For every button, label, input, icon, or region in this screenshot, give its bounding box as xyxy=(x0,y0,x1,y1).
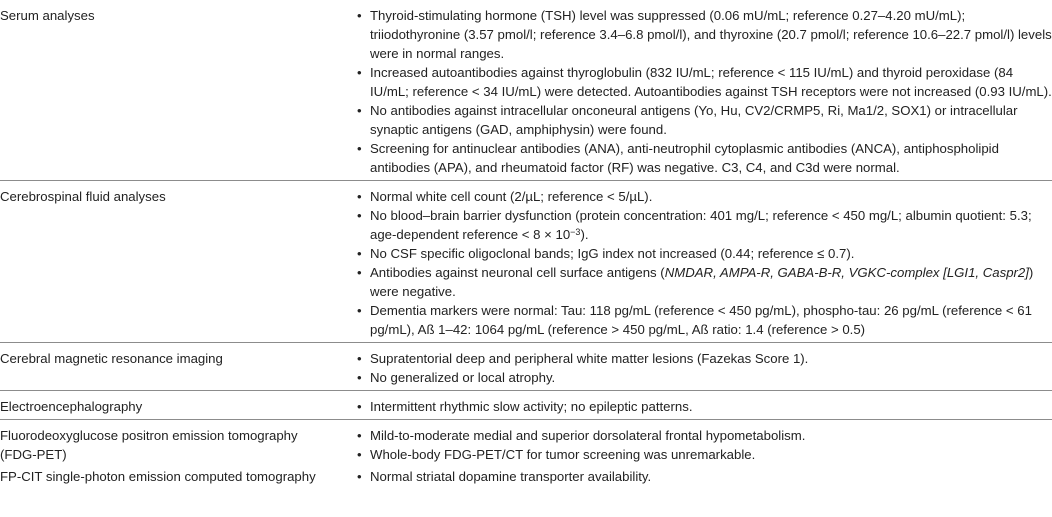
finding-item: • Normal striatal dopamine transporter availability. xyxy=(356,467,1052,486)
table-row-mri xyxy=(0,343,1052,391)
table-row-serum xyxy=(0,0,1052,181)
row-findings xyxy=(356,420,1052,468)
finding-text: ). xyxy=(580,227,589,242)
finding-item: • No antibodies against intracellular onconeural antigens (Yo, Hu, CV2/CRMP5, Ri, Ma1/2, SOX1) or intracellular synaptic antigens (GAD, amphiphysin) were found. xyxy=(356,101,1052,139)
finding-item: • Dementia markers were normal: Tau: 118 pg/mL (reference < 450 pg/mL), phospho-tau: 26 pg/mL (reference < 61 pg/mL), Aß 1–42: 1064 pg/mL (reference > 450 pg/mL, Aß ratio: 1.4 (reference > 0.5) xyxy=(356,301,1052,339)
row-label: Cerebral magnetic resonance imaging xyxy=(0,351,223,366)
table-row-eeg xyxy=(0,391,1052,420)
finding-item xyxy=(356,206,1052,244)
finding-item: • No generalized or local atrophy. xyxy=(356,368,1052,387)
finding-item: • Whole-body FDG-PET/CT for tumor screening was unremarkable. xyxy=(356,445,1052,464)
row-label-line: Fluorodeoxyglucose positron emission tomography xyxy=(0,428,298,443)
table-row-fdg-pet xyxy=(0,420,1052,468)
finding-item: • Normal white cell count (2/µL; reference < 5/µL). xyxy=(356,187,1052,206)
antigen-list: NMDAR, AMPA-R, GABA-B-R, VGKC-complex [LGI1, Caspr2] xyxy=(664,265,1029,280)
finding-text: No blood–brain barrier dysfunction (protein concentration: 401 mg/L; reference < 450 mg/L; albumin quotient: 5.3; age-dependent reference < 8 × 10 xyxy=(370,208,1032,242)
finding-text: Antibodies against neuronal cell surface antigens ( xyxy=(370,265,665,280)
row-label: FP-CIT single-photon emission computed tomography xyxy=(0,469,316,484)
finding-item: • Intermittent rhythmic slow activity; no epileptic patterns. xyxy=(356,397,1052,416)
row-label: Serum analyses xyxy=(0,8,95,23)
row-label: Electroencephalography xyxy=(0,399,143,414)
finding-item: • Screening for antinuclear antibodies (ANA), anti-neutrophil cytoplasmic antibodies (ANCA), antiphospholipid antibodies (APA), and rheumatoid factor (RF) was negative. C3, C4, and C3d were normal. xyxy=(356,139,1052,177)
table-row-fp-cit-spect xyxy=(0,467,1052,489)
table-row-csf xyxy=(0,181,1052,343)
finding-item: • Supratentorial deep and peripheral white matter lesions (Fazekas Score 1). xyxy=(356,349,1052,368)
finding-item: • Thyroid-stimulating hormone (TSH) level was suppressed (0.06 mU/mL; reference 0.27–4.20 mU/mL); triiodothyronine (3.57 pmol/l; reference 3.4–6.8 pmol/l), and thyroxine (20.7 pmol/l; reference 10.6–22.7 pmol/l) levels were in normal ranges. xyxy=(356,6,1052,63)
row-label xyxy=(0,420,356,468)
finding-text: ) were negative. xyxy=(370,265,1034,299)
finding-item: • No CSF specific oligoclonal bands; IgG index not increased (0.44; reference ≤ 0.7). xyxy=(356,244,1052,263)
row-findings xyxy=(356,181,1052,343)
row-findings xyxy=(356,391,1052,420)
row-findings xyxy=(356,343,1052,391)
row-findings xyxy=(356,0,1052,181)
finding-item: • Increased autoantibodies against thyroglobulin (832 IU/mL; reference < 115 IU/mL) and thyroid peroxidase (84 IU/mL; reference < 34 IU/mL) were detected. Autoantibodies against TSH receptors were not increased (0.93 IU/mL). xyxy=(356,63,1052,101)
finding-item: • Mild-to-moderate medial and superior dorsolateral frontal hypometabolism. xyxy=(356,426,1052,445)
exponent: −3 xyxy=(570,227,581,237)
row-findings xyxy=(356,467,1052,489)
row-label: Cerebrospinal fluid analyses xyxy=(0,189,166,204)
finding-item xyxy=(356,263,1052,301)
row-label-line: (FDG-PET) xyxy=(0,447,67,462)
